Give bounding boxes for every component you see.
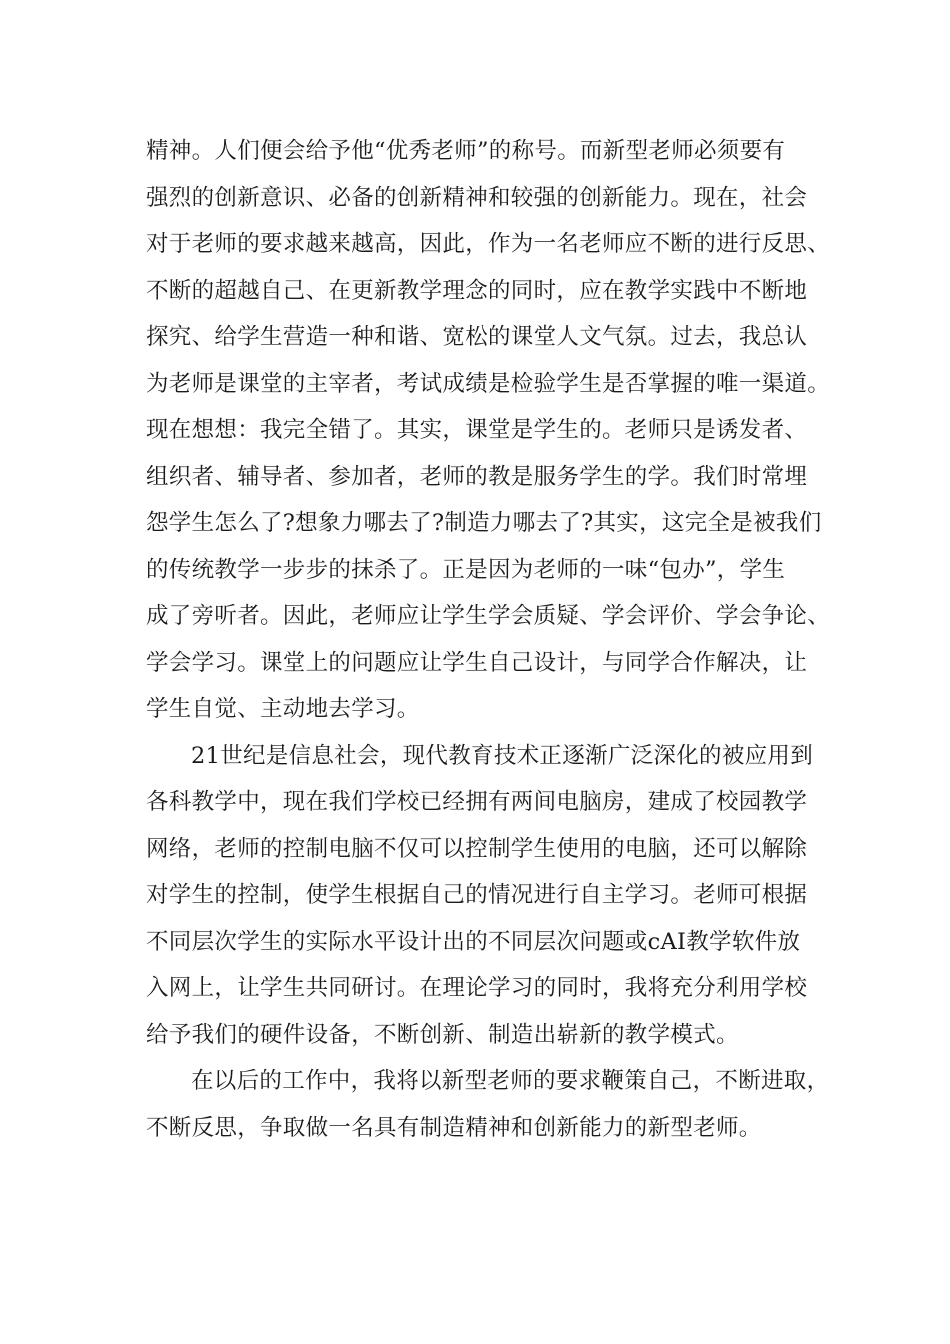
paragraph-2 [146, 733, 846, 1059]
text-line: 不断反思，争取做一名具有制造精神和创新能力的新型老师。 [146, 1114, 762, 1141]
text-line: 不同层次学生的实际水平设计出的不同层次问题或cAI教学软件放 [146, 928, 801, 955]
text-line: 学生自觉、主动地去学习。 [146, 696, 420, 722]
text-line: 现在想想：我完全错了。其实，课堂是学生的。老师只是诱发者、 [146, 417, 808, 443]
text-line: 的传统教学一步步的抹杀了。正是因为老师的一味“包办”，学生 [146, 556, 786, 583]
paragraph-1 [146, 128, 846, 733]
paragraph-3 [146, 1058, 846, 1151]
text-line: 怨学生怎么了?想象力哪去了?制造力哪去了?其实，这完全是被我们 [146, 510, 822, 536]
text-line: 给予我们的硬件设备，不断创新、制造出崭新的教学模式。 [146, 1021, 739, 1048]
text-line: 成了旁听者。因此，老师应让学生学会质疑、学会评价、学会争论、 [146, 603, 831, 629]
text-line: 不断的超越自己、在更新教学理念的同时，应在教学实践中不断地 [146, 277, 808, 304]
text-line: 精神。人们便会给予他“优秀老师”的称号。而新型老师必须要有 [146, 138, 786, 164]
text-line: 组织者、辅导者、参加者，老师的教是服务学生的学。我们时常埋 [146, 463, 808, 490]
text-line: 对学生的控制，使学生根据自己的情况进行自主学习。老师可根据 [146, 882, 808, 908]
text-line: 网络，老师的控制电脑不仅可以控制学生使用的电脑，还可以解除 [146, 835, 808, 862]
document-body [146, 128, 846, 1151]
text-line: 学会学习。课堂上的问题应让学生自己设计，与同学合作解决，让 [146, 649, 808, 676]
text-line: 对于老师的要求越来越高，因此，作为一名老师应不断的进行反思、 [146, 231, 831, 257]
text-line: 强烈的创新意识、必备的创新精神和较强的创新能力。现在，社会 [146, 184, 808, 211]
text-line: 入网上，让学生共同研讨。在理论学习的同时，我将充分利用学校 [146, 975, 808, 1001]
text-line: 在以后的工作中，我将以新型老师的要求鞭策自己，不断进取， [191, 1068, 830, 1094]
text-line: 21世纪是信息社会，现代教育技术正逐渐广泛深化的被应用到 [191, 742, 814, 769]
text-line: 各科教学中，现在我们学校已经拥有两间电脑房，建成了校园教学 [146, 789, 808, 815]
text-line: 探究、给学生营造一种和谐、宽松的课堂人文气氛。过去，我总认 [146, 324, 808, 350]
text-line: 为老师是课堂的主宰者，考试成绩是检验学生是否掌握的唯一渠道。 [146, 370, 831, 397]
